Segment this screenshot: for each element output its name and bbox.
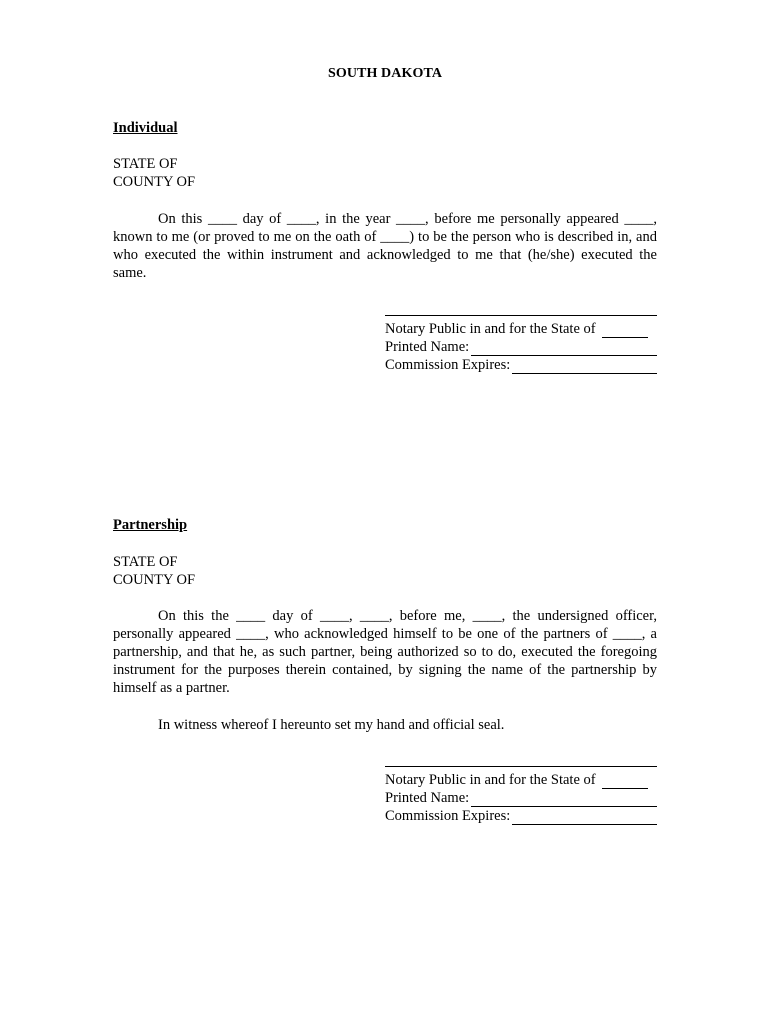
commission-expires-label: Commission Expires: — [385, 808, 511, 824]
commission-expires-blank — [512, 810, 657, 825]
notary-state-label: Notary Public in and for the State of — [385, 321, 596, 337]
signature-line — [385, 315, 657, 316]
notary-state-line — [385, 771, 657, 789]
commission-expires-line — [385, 807, 657, 825]
individual-signature-block — [385, 315, 657, 374]
printed-name-blank — [471, 341, 657, 356]
commission-expires-label: Commission Expires: — [385, 357, 511, 373]
witness-statement: In witness whereof I hereunto set my hand and official seal. — [158, 717, 505, 733]
commission-expires-line — [385, 356, 657, 374]
printed-name-blank — [471, 792, 657, 807]
printed-name-line — [385, 789, 657, 807]
partnership-heading: Partnership — [113, 517, 188, 533]
printed-name-line — [385, 338, 657, 356]
document-title: SOUTH DAKOTA — [327, 66, 443, 81]
partnership-signature-block — [385, 766, 657, 825]
notary-state-label: Notary Public in and for the State of — [385, 772, 596, 788]
individual-state-of: STATE OF — [113, 156, 178, 172]
partnership-county-of: COUNTY OF — [113, 572, 196, 588]
printed-name-label: Printed Name: — [385, 339, 470, 355]
partnership-state-of: STATE OF — [113, 554, 178, 570]
commission-expires-blank — [512, 359, 657, 374]
partnership-acknowledgment-paragraph: On this the ____ day of ____, ____, before me, ____, the undersigned officer, personally appeared ____, who acknowledged himself to be one of the partners of ____, a partnership, and that he, as such partner, being authorized so to do, executed the foregoing instrument for the purposes therein contained, by signing the name of the partnership by himself as a partner. — [113, 608, 657, 696]
individual-acknowledgment-paragraph: On this ____ day of ____, in the year ____, before me personally appeared ____, known to me (or proved to me on the oath of ____) to be the person who is described in, and who executed the within instrument and acknowledged to me that (he/she) executed the same. — [113, 211, 657, 281]
printed-name-label: Printed Name: — [385, 790, 470, 806]
notary-state-line — [385, 320, 657, 338]
notary-state-blank — [602, 323, 648, 338]
notary-state-blank — [602, 774, 648, 789]
individual-county-of: COUNTY OF — [113, 174, 196, 190]
signature-line — [385, 766, 657, 767]
individual-heading: Individual — [113, 120, 178, 136]
